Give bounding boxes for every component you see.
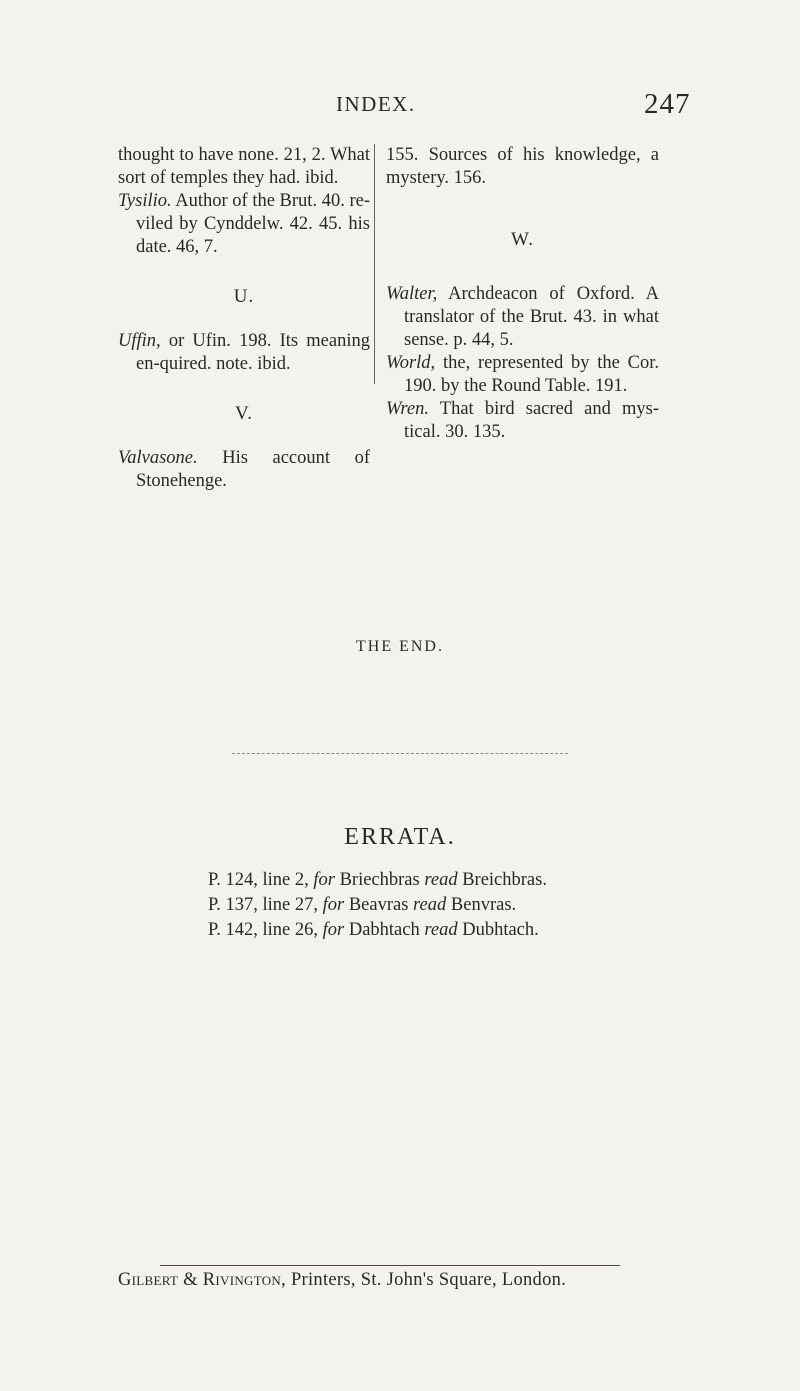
imprint-address: , Printers, St. John's Square, London. [281,1270,567,1290]
errata-location: P. 142, line 26, [208,920,323,940]
entry-head: Tysilio. [118,191,172,211]
errata-for: for [322,895,345,915]
entry-body: Archdeacon of Oxford. A translator of the Brut. 43. in what sense. p. 44, 5. [404,284,659,350]
errata-right: Dubhtach. [457,920,539,940]
entry-head: Valvasone. [118,448,198,468]
entry-body: His account of Stonehenge. [136,448,370,491]
index-column-left [118,144,370,493]
column-divider [374,144,375,384]
errata-list [208,868,547,943]
errata-right: Breichbras. [457,870,547,890]
index-entry-continued: 155. Sources of his knowledge, a mystery. 156. [386,145,659,188]
errata-read: read [424,870,458,890]
entry-head: Wren. [386,399,429,419]
errata-item [208,893,547,918]
index-entry-uffin [118,330,370,376]
errata-right: Benvras. [446,895,517,915]
index-entry-wren [386,398,659,444]
entry-body: That bird sacred and mys-tical. 30. 135. [404,399,659,442]
section-letter-v: V. [234,403,254,424]
entry-body: Author of the Brut. 40. re-viled by Cynddelw. 42. 45. his date. 46, 7. [136,191,370,257]
printer-imprint [118,1270,566,1291]
section-letter-u: U. [233,286,255,307]
errata-item [208,918,547,943]
index-column-right [386,144,659,444]
imprint-ampersand: & [178,1270,203,1290]
entry-body: the, represented by the Cor. 190. by the Round Table. 191. [404,353,659,396]
errata-title: ERRATA. [344,824,456,850]
errata-for: for [313,870,335,890]
entry-head: World, [386,353,436,373]
errata-location: P. 124, line 2, [208,870,314,890]
entry-body: or Ufin. 198. Its meaning en-quired. note. ibid. [136,331,370,374]
entry-head: Walter, [386,284,438,304]
printer-name-1: Gilbert [118,1270,179,1290]
errata-location: P. 137, line 27, [208,895,323,915]
section-letter-w: W. [511,229,534,250]
page-header [0,88,800,128]
errata-read: read [413,895,447,915]
errata-read: read [424,920,458,940]
errata-for: for [322,920,345,940]
index-entry-world [386,352,659,398]
errata-wrong: Dabhtach [344,920,425,940]
errata-wrong: Beavras [344,895,414,915]
index-entry-continued: thought to have none. 21, 2. What sort of temples they had. ibid. [118,145,370,188]
entry-head: Uffin, [118,331,161,351]
horizontal-divider [232,753,568,754]
printer-name-2: Rivington [202,1270,282,1290]
errata-item [208,868,547,893]
page-number: 247 [644,88,691,120]
index-entry-tysilio [118,190,370,259]
the-end-heading: THE END. [356,638,444,655]
index-entry-valvasone [118,447,370,493]
index-entry-walter [386,283,659,352]
errata-wrong: Briechbras [334,870,425,890]
imprint-rule [160,1265,620,1266]
running-title: INDEX. [336,92,416,116]
